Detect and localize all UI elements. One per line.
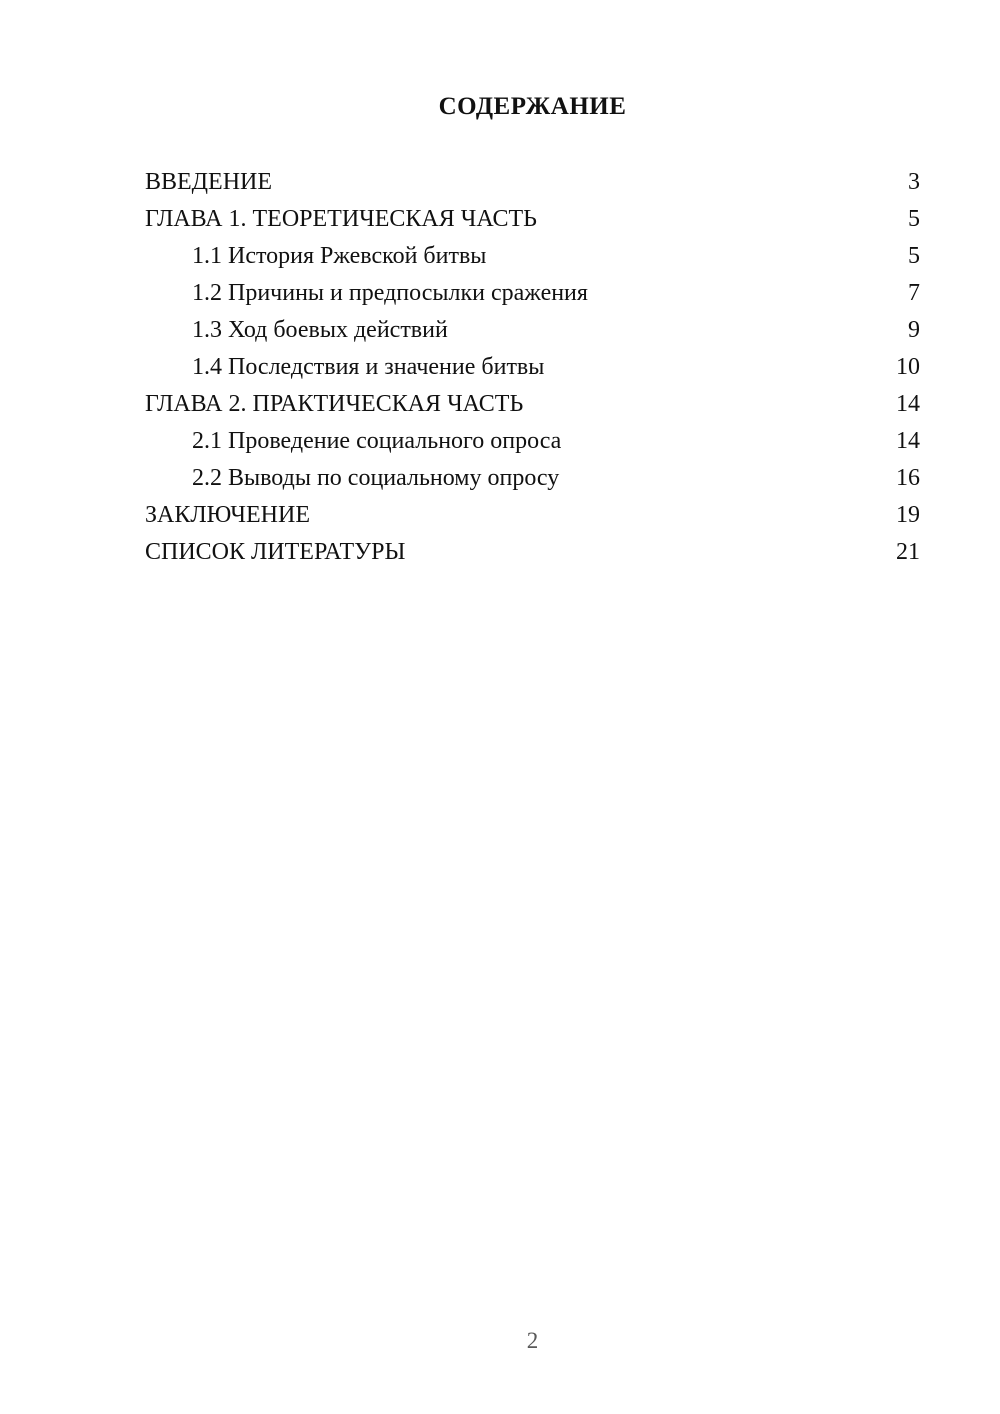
toc-entry-page-number: 10 bbox=[896, 354, 920, 380]
toc-entry-page-number: 5 bbox=[908, 243, 920, 269]
toc-row bbox=[145, 386, 920, 423]
toc-entry-page-number: 3 bbox=[908, 169, 920, 195]
page-title: СОДЕРЖАНИЕ bbox=[438, 93, 627, 120]
toc-entry-label: 2.1 Проведение социального опроса bbox=[192, 428, 562, 454]
toc-row bbox=[145, 460, 920, 497]
toc-row bbox=[145, 349, 920, 386]
toc-row bbox=[145, 312, 920, 349]
toc-entry-page-number: 21 bbox=[896, 539, 920, 565]
toc-row bbox=[145, 238, 920, 275]
toc-entry-label: ГЛАВА 2. ПРАКТИЧЕСКАЯ ЧАСТЬ bbox=[145, 391, 524, 417]
toc-entry-page-number: 19 bbox=[896, 502, 920, 528]
toc-entry-label: 1.2 Причины и предпосылки сражения bbox=[192, 280, 588, 306]
toc-row bbox=[145, 164, 920, 201]
toc-entry-page-number: 5 bbox=[908, 206, 920, 232]
toc-row bbox=[145, 497, 920, 534]
toc-entry-label: 1.4 Последствия и значение битвы bbox=[192, 354, 545, 380]
toc-entry-page-number: 14 bbox=[896, 428, 920, 454]
toc-entry-label: 2.2 Выводы по социальному опросу bbox=[192, 465, 560, 491]
toc-entry-label: ГЛАВА 1. ТЕОРЕТИЧЕСКАЯ ЧАСТЬ bbox=[145, 206, 537, 232]
footer-page-number: 2 bbox=[526, 1328, 539, 1353]
toc-entry-label: ЗАКЛЮЧЕНИЕ bbox=[145, 502, 310, 528]
toc-entry-label: ВВЕДЕНИЕ bbox=[145, 169, 273, 195]
toc-entry-page-number: 16 bbox=[896, 465, 920, 491]
toc-row bbox=[145, 201, 920, 238]
toc-entry-label: 1.1 История Ржевской битвы bbox=[192, 243, 487, 269]
toc-row bbox=[145, 275, 920, 312]
toc-entry-page-number: 14 bbox=[896, 391, 920, 417]
toc-entry-label: СПИСОК ЛИТЕРАТУРЫ bbox=[145, 539, 406, 565]
toc-row bbox=[145, 534, 920, 571]
toc-entry-page-number: 9 bbox=[908, 317, 920, 343]
page-footer bbox=[145, 1327, 920, 1355]
table-of-contents bbox=[145, 164, 920, 571]
toc-row bbox=[145, 423, 920, 460]
toc-entry-label: 1.3 Ход боевых действий bbox=[192, 317, 448, 343]
toc-entry-page-number: 7 bbox=[908, 280, 920, 306]
